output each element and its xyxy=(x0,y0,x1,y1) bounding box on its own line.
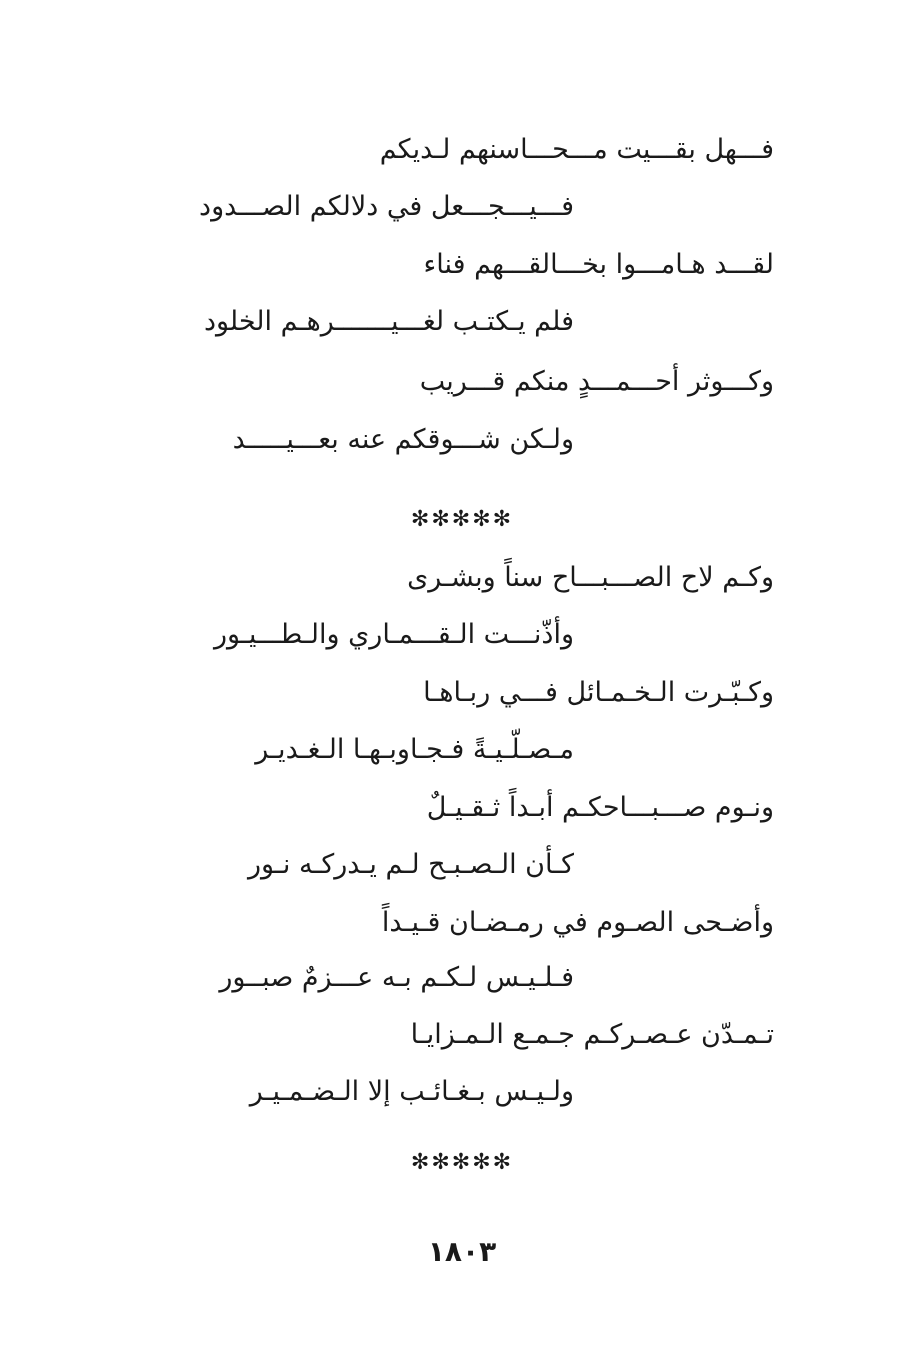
verse-line: وكـبّـرت الـخـمـائل فـــي ربـاهـا xyxy=(423,677,774,708)
verse-line: وأضـحى الصـوم في رمـضـان قـيـداً xyxy=(381,907,774,938)
verse-line: وكـــوثر أحـــمـــدٍ منكم قـــريب xyxy=(419,366,774,397)
verse-line: فلم يـكتـب لغـــيـــــــرهـم الخلود xyxy=(203,306,574,337)
verse-line: مـصـلّـيـةً فـجـاوبـهـا الـغـديـر xyxy=(255,734,574,765)
verse-line: فـــهل بقـــيت مـــحـــاسنهم لـديكم xyxy=(379,134,774,165)
verse-line: لقـــد هـامـــوا بخـــالقـــهم فناء xyxy=(423,249,774,280)
verse-line: ولـيـس بـغـائـب إلا الـضـمـيـر xyxy=(249,1076,574,1107)
section-separator: ✻✻✻✻✻ xyxy=(410,507,514,532)
verse-line: وكـم لاح الصـــبـــاح سناً وبشـرى xyxy=(407,562,774,593)
verse-line: ولـكن شـــوقكم عنه بعـــيـــــد xyxy=(232,424,574,455)
verse-line: فـلـيـس لـكـم بـه عـــزمٌ صبــور xyxy=(219,962,574,993)
verse-line: وأذّنـــت الـقـــمـاري والـطـــيـور xyxy=(213,619,574,650)
verse-line: فـــيـــجـــعل في دلالكم الصـــدود xyxy=(199,191,574,222)
section-separator: ✻✻✻✻✻ xyxy=(410,1150,514,1175)
verse-line: تـمـدّن عـصـركـم جـمـع الـمـزايـا xyxy=(410,1019,774,1050)
verse-line: كـأن الـصـبـح لـم يـدركـه نـور xyxy=(248,849,574,880)
page-number: ١٨٠٣ xyxy=(427,1235,497,1268)
verse-line: ونـوم صـــبـــاحكـم أبـداً ثـقـيـلٌ xyxy=(426,792,774,823)
